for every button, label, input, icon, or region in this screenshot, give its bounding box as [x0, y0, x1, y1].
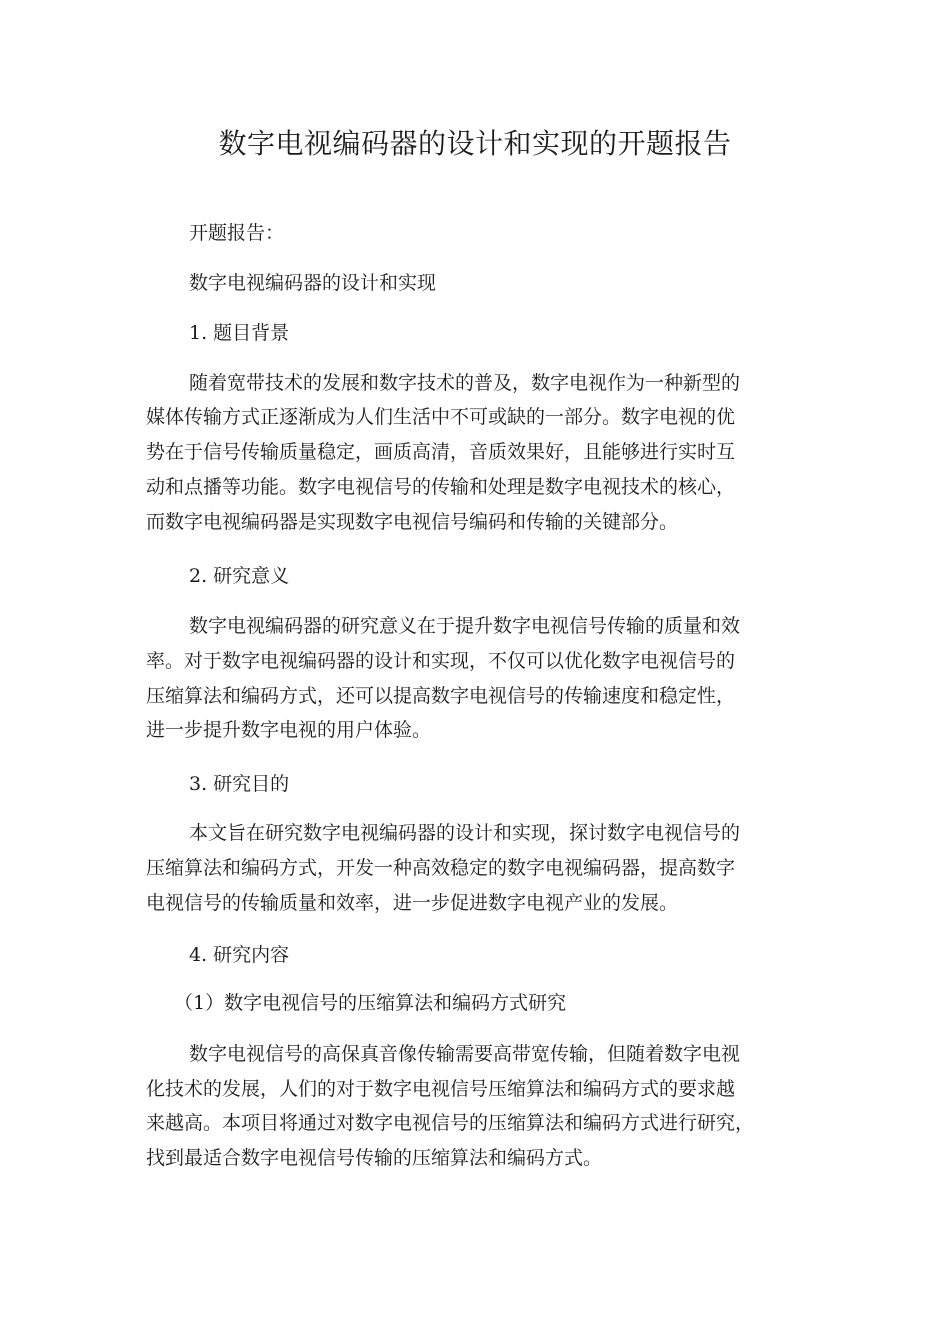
- section-4-line: 来越高。本项目将通过对数字电视信号的压缩算法和编码方式进行研究，: [146, 1112, 755, 1134]
- section-3-line: 压缩算法和编码方式，开发一种高效稳定的数字电视编码器，提高数字: [146, 857, 736, 879]
- section-1-line: 而数字电视编码器是实现数字电视信号编码和传输的关键部分。: [146, 511, 679, 533]
- section-2-line: 压缩算法和编码方式，还可以提高数字电视信号的传输速度和稳定性，: [146, 685, 736, 707]
- section-1-line: 随着宽带技术的发展和数字技术的普及，数字电视作为一种新型的: [189, 372, 741, 394]
- section-4-line: 数字电视信号的高保真音像传输需要高带宽传输，但随着数字电视: [189, 1043, 741, 1065]
- section-2-heading: 2. 研究意义: [189, 565, 290, 587]
- section-1-line: 媒体传输方式正逐渐成为人们生活中不可或缺的一部分。数字电视的优: [146, 406, 736, 428]
- section-1-line: 动和点播等功能。数字电视信号的传输和处理是数字电视技术的核心，: [146, 476, 736, 498]
- document-title: 数字电视编码器的设计和实现的开题报告: [218, 127, 732, 160]
- report-subject: 数字电视编码器的设计和实现: [189, 272, 437, 294]
- section-3-line: 本文旨在研究数字电视编码器的设计和实现，探讨数字电视信号的: [189, 822, 741, 844]
- section-3-line: 电视信号的传输质量和效率，进一步促进数字电视产业的发展。: [146, 892, 679, 914]
- report-label: 开题报告：: [189, 222, 285, 244]
- section-2-line: 率。对于数字电视编码器的设计和实现，不仅可以优化数字电视信号的: [146, 650, 736, 672]
- section-4-heading: 4. 研究内容: [189, 944, 290, 966]
- section-2-line: 进一步提升数字电视的用户体验。: [146, 719, 432, 741]
- section-3-heading: 3. 研究目的: [189, 773, 290, 795]
- section-1-heading: 1. 题目背景: [189, 322, 290, 344]
- section-4-subheading: （1）数字电视信号的压缩算法和编码方式研究: [174, 992, 567, 1014]
- section-2-line: 数字电视编码器的研究意义在于提升数字电视信号传输的质量和效: [189, 615, 741, 637]
- section-4-line: 找到最适合数字电视信号传输的压缩算法和编码方式。: [146, 1147, 603, 1169]
- section-1-line: 势在于信号传输质量稳定，画质高清，音质效果好，且能够进行实时互: [146, 441, 736, 463]
- section-4-line: 化技术的发展，人们的对于数字电视信号压缩算法和编码方式的要求越: [146, 1078, 736, 1100]
